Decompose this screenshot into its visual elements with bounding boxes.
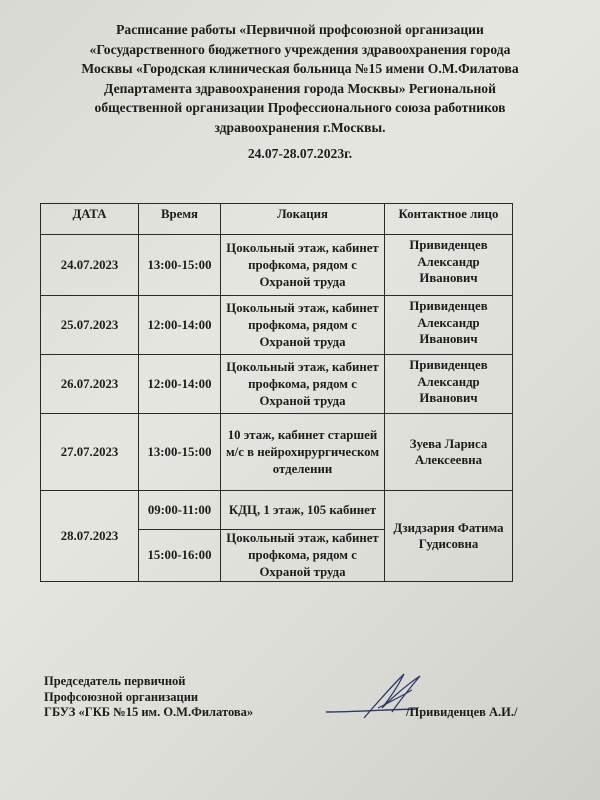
header-line: Департамента здравоохранения города Москвы» Региональной [104,80,496,96]
location-cell: Цокольный этаж, кабинет профкома, рядом с Охраной труда [221,355,385,414]
column-header-time: Время [139,204,221,235]
contact-cell: Привиденцев Александр Иванович [385,235,513,296]
signatory-title-line: Председатель первичной [44,674,186,688]
location-cell: Цокольный этаж, кабинет профкома, рядом с Охраной труда [221,530,385,582]
table-header-row [41,204,513,235]
location-cell: Цокольный этаж, кабинет профкома, рядом с Охраной труда [221,235,385,296]
time-cell: 12:00-14:00 [139,296,221,355]
header-line: «Государственного бюджетного учреждения здравоохранения города [89,41,511,57]
date-cell: 26.07.2023 [41,355,139,414]
table-row [41,296,513,355]
signatory-title [44,674,253,721]
time-cell: 12:00-14:00 [139,355,221,414]
time-cell: 13:00-15:00 [139,414,221,491]
signatory-title-line: Профсоюзной организации [44,689,199,704]
schedule-period: 24.07-28.07.2023г. [247,146,353,161]
table-row [41,355,513,414]
location-cell: КДЦ, 1 этаж, 105 кабинет [221,491,385,530]
header-line: Расписание работы «Первичной профсоюзной организации [116,22,484,37]
contact-cell: Дзидзария Фатима Гудисовна [385,491,513,582]
contact-cell: Привиденцев Александр Иванович [385,296,513,355]
date-cell: 28.07.2023 [41,491,139,582]
header-line: Москвы «Городская клиническая больница №15 имени О.М.Филатова [81,61,519,77]
table-row [41,491,513,530]
header-line: общественной организации Профессионального союза работников [94,100,506,116]
contact-cell: Зуева Лариса Алексеевна [385,414,513,491]
contact-cell: Привиденцев Александр Иванович [385,355,513,414]
location-cell: 10 этаж, кабинет старшей м/с в нейрохирургическом отделении [221,414,385,491]
time-cell: 15:00-16:00 [139,530,221,582]
signatory-name: /Привиденцев А.И./ [406,705,518,719]
document-header [40,20,560,138]
date-cell: 25.07.2023 [41,296,139,355]
header-line: здравоохранения г.Москвы. [214,119,386,135]
time-cell: 13:00-15:00 [139,235,221,296]
table-row [41,235,513,296]
time-cell: 09:00-11:00 [139,491,221,530]
location-cell: Цокольный этаж, кабинет профкома, рядом с Охраной труда [221,296,385,355]
column-header-location: Локация [221,204,385,235]
date-cell: 27.07.2023 [41,414,139,491]
column-header-contact: Контактное лицо [385,204,513,235]
schedule-table [40,203,513,582]
table-row [41,414,513,491]
date-cell: 24.07.2023 [41,235,139,296]
column-header-date: ДАТА [41,204,139,235]
signatory-title-line: ГБУЗ «ГКБ №15 им. О.М.Филатова» [44,705,254,719]
